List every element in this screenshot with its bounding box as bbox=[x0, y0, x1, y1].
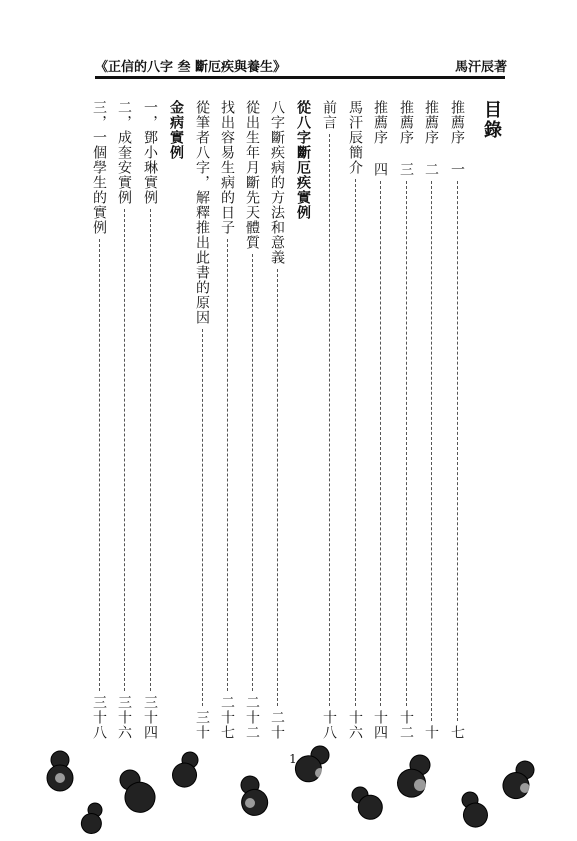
toc-entry-title: 從筆者八字，解釋推出此書的原因 bbox=[194, 100, 210, 325]
toc-entry-title: 一，鄧小琳實例 bbox=[142, 100, 158, 205]
toc-entry-title: 八字斷疾病的方法和意義 bbox=[269, 100, 285, 265]
toc-entry-rec4[interactable] bbox=[369, 100, 391, 740]
toc-entry-page: 三十八 bbox=[91, 695, 107, 740]
gourd-icon bbox=[393, 750, 437, 802]
running-header bbox=[95, 56, 507, 76]
toc-entry-page: 十 bbox=[423, 725, 439, 740]
dot-leader bbox=[99, 239, 100, 691]
author-name: 馬汗辰著 bbox=[454, 60, 507, 75]
toc-entry-title: 從八字斷厄疾實例 bbox=[295, 100, 311, 220]
toc-entry-rec2[interactable] bbox=[420, 100, 442, 740]
toc-entry-preface[interactable] bbox=[318, 100, 340, 740]
gourd-icon bbox=[235, 773, 270, 818]
dot-leader bbox=[124, 209, 125, 691]
gourd-icon bbox=[79, 801, 106, 836]
toc-entry-page: 十八 bbox=[321, 710, 337, 740]
toc-entry-page: 十四 bbox=[372, 710, 388, 740]
gourd-icon bbox=[346, 781, 388, 824]
toc-entry-rec1[interactable] bbox=[446, 100, 468, 740]
page-number: 1 bbox=[289, 752, 297, 766]
toc-entry-title: 推薦序 三 bbox=[398, 100, 414, 177]
book-title: 《正信的八字 叁 斷厄疾與養生》 bbox=[95, 60, 287, 75]
toc-entry-title: 前言 bbox=[321, 100, 337, 130]
dot-leader bbox=[431, 181, 432, 721]
toc-entry-page: 二十七 bbox=[219, 695, 235, 740]
gourd-icon bbox=[112, 764, 160, 818]
toc-entry-title: 推薦序 四 bbox=[372, 100, 388, 177]
dot-leader bbox=[202, 329, 203, 706]
gourd-icon bbox=[169, 748, 204, 790]
dot-leader bbox=[457, 181, 458, 721]
toc-entry-meaning[interactable] bbox=[266, 100, 288, 740]
toc-entry-page: 三十 bbox=[194, 710, 210, 740]
toc-entry-title: 三，一個學生的實例 bbox=[91, 100, 107, 235]
dot-leader bbox=[150, 209, 151, 691]
toc-title-column bbox=[480, 100, 502, 740]
toc-entry-title: 馬汗辰簡介 bbox=[347, 100, 363, 175]
toc-entry-case3[interactable] bbox=[88, 100, 110, 740]
toc-entry-page: 十六 bbox=[347, 710, 363, 740]
dot-leader bbox=[329, 134, 330, 706]
dot-leader bbox=[355, 179, 356, 706]
toc-entry-title: 找出容易生病的日子 bbox=[219, 100, 235, 235]
dot-leader bbox=[277, 269, 278, 706]
dot-leader bbox=[227, 239, 228, 691]
toc-entry-page: 二十 bbox=[269, 710, 285, 740]
toc-entry-title: 金病實例 bbox=[168, 100, 184, 160]
toc-entry-birth[interactable] bbox=[241, 100, 263, 740]
gourd-icon bbox=[47, 751, 73, 791]
toc-entry-page: 七 bbox=[449, 725, 465, 740]
toc-entry-case2[interactable] bbox=[113, 100, 135, 740]
toc-entry-sickday[interactable] bbox=[216, 100, 238, 740]
toc-entry-reason[interactable] bbox=[191, 100, 213, 740]
toc-entry-rec3[interactable] bbox=[395, 100, 417, 740]
toc-entry-sec2[interactable] bbox=[165, 100, 187, 740]
dot-leader bbox=[406, 181, 407, 706]
toc-entry-bio[interactable] bbox=[344, 100, 366, 740]
toc-entry-page: 二十二 bbox=[244, 695, 260, 740]
gourd-icon bbox=[290, 740, 336, 787]
toc-entry-title: 二，成奎安實例 bbox=[116, 100, 132, 205]
toc-entry-page: 三十四 bbox=[142, 695, 158, 740]
dot-leader bbox=[380, 181, 381, 706]
toc-entry-title: 從出生年月斷先天體質 bbox=[244, 100, 260, 250]
toc-entry-sec1[interactable] bbox=[292, 100, 314, 740]
dot-leader bbox=[252, 254, 253, 691]
toc-entry-page: 三十六 bbox=[116, 695, 132, 740]
gourd-pattern-decoration bbox=[0, 740, 577, 841]
toc-title: 目錄 bbox=[481, 100, 502, 140]
header-rule bbox=[95, 76, 505, 79]
toc-entry-case1[interactable] bbox=[139, 100, 161, 740]
toc-entry-title: 推薦序 二 bbox=[423, 100, 439, 177]
gourd-icon bbox=[456, 788, 491, 830]
toc-entry-page: 十二 bbox=[398, 710, 414, 740]
gourd-icon bbox=[498, 756, 541, 804]
toc-entry-title: 推薦序 一 bbox=[449, 100, 465, 177]
